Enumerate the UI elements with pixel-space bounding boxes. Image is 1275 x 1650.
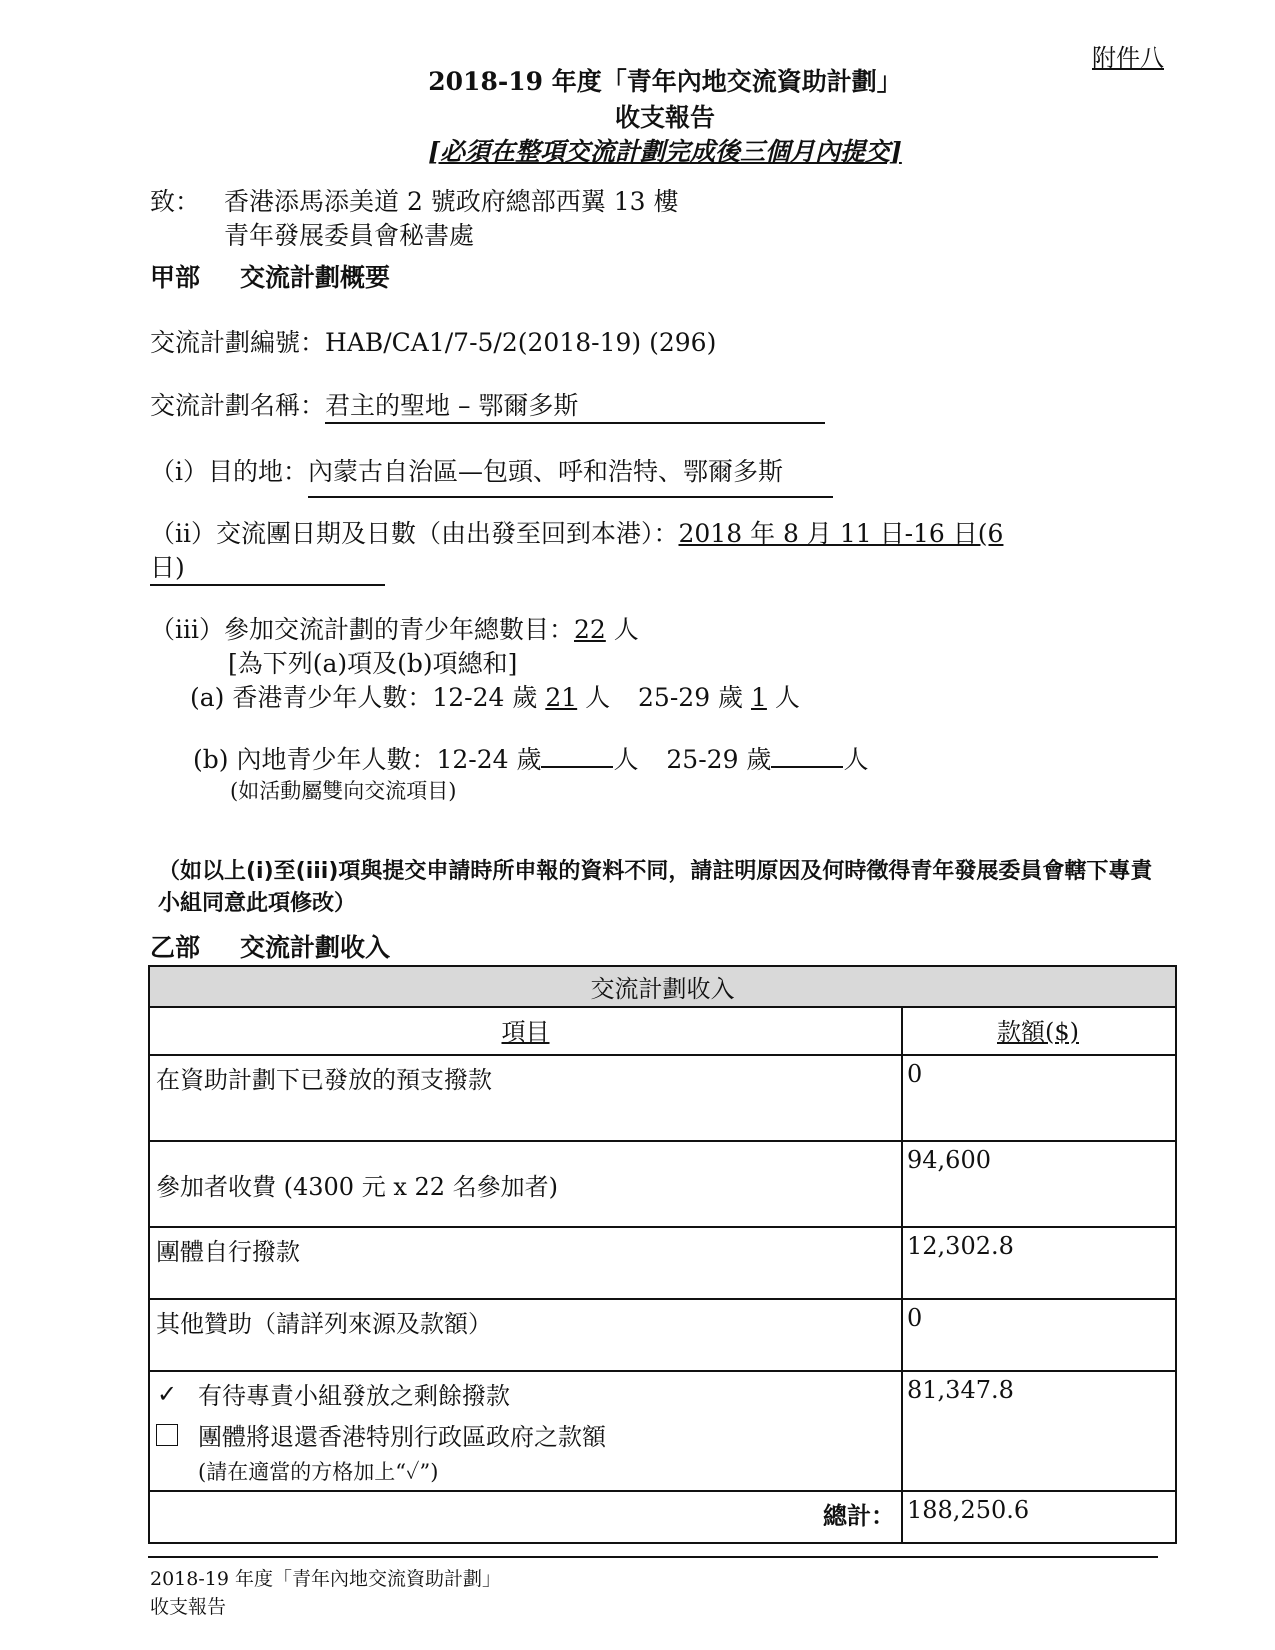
table-row [149, 1055, 1176, 1141]
recipient-label: 致： [150, 187, 201, 216]
dates-value-continued: 日) [150, 548, 385, 586]
table-row [149, 1141, 1176, 1227]
table-row [149, 1491, 1176, 1543]
income-item-own-funding: 團體自行撥款 [149, 1227, 902, 1299]
income-item-advance: 在資助計劃下已發放的預支撥款 [149, 1055, 902, 1141]
hk-youth-25-29-unit: 人 [774, 683, 800, 712]
document-title: 2018-19 年度「青年內地交流資助計劃」 [428, 67, 902, 96]
project-number-label: 交流計劃編號： [150, 328, 326, 357]
project-name-label: 交流計劃名稱： [150, 391, 326, 420]
participants-unit: 人 [613, 615, 639, 644]
mainland-youth-row [193, 740, 868, 776]
project-name-row [150, 386, 825, 424]
checkbox-icon[interactable] [156, 1424, 178, 1446]
dates-value: 2018 年 8 月 11 日-16 日(6 [678, 519, 1004, 548]
participants-total-row [150, 610, 639, 646]
income-table [148, 965, 1177, 1544]
participants-total-label: （iii）參加交流計劃的青少年總數目： [150, 615, 574, 644]
footer-subtitle: 收支報告 [150, 1596, 227, 1618]
hk-youth-row [190, 678, 800, 714]
col-header-item: 項目 [149, 1007, 902, 1055]
mainland-youth-label: (b) 內地青少年人數：12-24 歲 [193, 745, 542, 774]
balance-option-remaining-grant[interactable] [156, 1376, 895, 1411]
project-name-value: 君主的聖地 – 鄂爾多斯 [325, 386, 825, 424]
income-amount-balance[interactable]: 81,347.8 [902, 1371, 1176, 1491]
footer-title: 2018-19 年度「青年內地交流資助計劃」 [150, 1568, 501, 1590]
section-a-title: 交流計劃概要 [240, 263, 391, 292]
submission-deadline-note: [必須在整項交流計劃完成後三個月內提交] [428, 137, 902, 166]
hk-youth-label: (a) 香港青少年人數：12-24 歲 [190, 683, 538, 712]
hk-youth-25-29-value: 1 [751, 683, 767, 712]
section-b-heading [150, 928, 390, 964]
table-row [149, 1299, 1176, 1371]
mainland-youth-note: (如活動屬雙向交流項目) [230, 779, 457, 803]
mainland-youth-12-24-unit: 人 [613, 745, 639, 774]
participants-note: [為下列(a)項及(b)項總和] [228, 649, 518, 678]
income-item-participant-fees: 參加者收費 (4300 元 x 22 名參加者) [149, 1141, 902, 1227]
hk-youth-25-29-label: 25-29 歲 [638, 683, 744, 712]
hk-youth-12-24-unit: 人 [585, 683, 611, 712]
balance-option-refund-label: 團體將退還香港特別行政區政府之款額 [198, 1423, 606, 1451]
income-amount-advance[interactable]: 0 [902, 1055, 1176, 1141]
income-amount-participant-fees[interactable]: 94,600 [902, 1141, 1176, 1227]
annex-label: 附件八 [1092, 44, 1164, 72]
dates-label: （ii）交流團日期及日數（由出發至回到本港）： [150, 519, 679, 548]
recipient-address: 香港添馬添美道 2 號政府總部西翼 13 樓 [224, 187, 679, 216]
income-amount-other-sponsorship[interactable]: 0 [902, 1299, 1176, 1371]
income-amount-own-funding[interactable]: 12,302.8 [902, 1227, 1176, 1299]
checkmark-icon[interactable]: ✓ [156, 1379, 178, 1408]
section-a-heading [150, 258, 390, 294]
balance-option-note: (請在適當的方格加上“✓”) [198, 1460, 439, 1484]
income-item-other-sponsorship: 其他贊助（請詳列來源及款額） [149, 1299, 902, 1371]
project-number-value: HAB/CA1/7-5/2(2018-19) (296) [325, 328, 717, 357]
income-item-balance [149, 1371, 902, 1491]
dates-row [150, 514, 1003, 550]
mainland-youth-12-24-blank[interactable] [541, 744, 613, 768]
mainland-youth-25-29-label: 25-29 歲 [666, 745, 772, 774]
destination-row [150, 452, 833, 498]
destination-label: （i）目的地： [150, 457, 308, 486]
col-header-amount: 款額($) [902, 1007, 1176, 1055]
section-a-label: 甲部 [150, 263, 201, 292]
recipient-office: 青年發展委員會秘書處 [224, 221, 475, 250]
dates-row-continued [150, 548, 385, 586]
participants-total-value: 22 [574, 615, 606, 644]
mainland-youth-25-29-unit: 人 [843, 745, 869, 774]
total-label: 總計： [149, 1491, 902, 1543]
section-b-title: 交流計劃收入 [240, 933, 391, 962]
hk-youth-12-24-value: 21 [545, 683, 578, 712]
balance-option-refund[interactable] [156, 1417, 895, 1452]
footer-divider [148, 1556, 1158, 1558]
table-row [149, 1371, 1176, 1491]
change-explanation-note: （如以上(i)至(iii)項與提交申請時所申報的資料不同，請註明原因及何時徵得青年發展委員會轄下專責小組同意此項修改） [158, 859, 1153, 916]
section-b-label: 乙部 [150, 933, 201, 962]
table-row [149, 1227, 1176, 1299]
total-amount[interactable]: 188,250.6 [902, 1491, 1176, 1543]
destination-value: 內蒙古自治區—包頭、呼和浩特、鄂爾多斯 [308, 452, 833, 498]
project-number-row [150, 323, 716, 359]
document-subtitle: 收支報告 [614, 103, 715, 132]
balance-option-remaining-grant-label: 有待專責小組發放之剩餘撥款 [198, 1382, 510, 1410]
income-table-title: 交流計劃收入 [149, 966, 1176, 1007]
mainland-youth-25-29-blank[interactable] [771, 744, 843, 768]
